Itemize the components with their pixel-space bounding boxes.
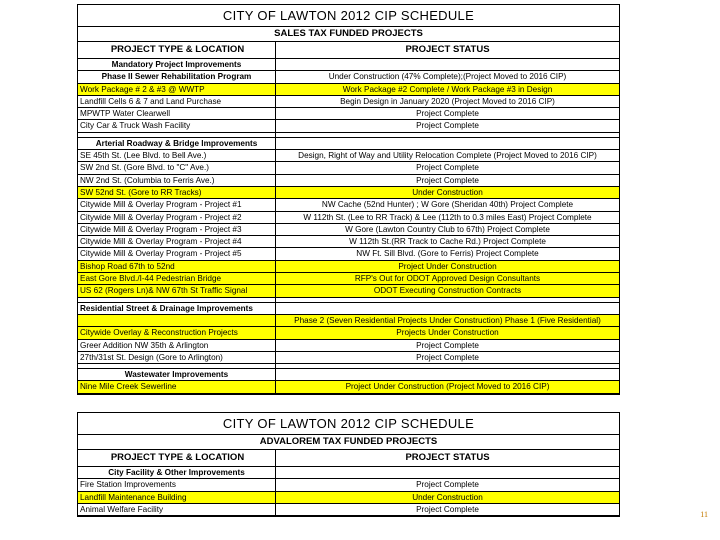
- project-location-cell: SE 45th St. (Lee Blvd. to Bell Ave.): [78, 150, 276, 161]
- category-row: [78, 59, 619, 71]
- project-location-cell: NW 2nd St. (Columbia to Ferris Ave.): [78, 175, 276, 186]
- project-location-cell: SW 2nd St. (Gore Blvd. to "C" Ave.): [78, 162, 276, 173]
- table-row: [78, 261, 619, 273]
- table-row: [78, 84, 619, 96]
- project-location-cell: 27th/31st St. Design (Gore to Arlington): [78, 352, 276, 363]
- project-location-cell: MPWTP Water Clearwell: [78, 108, 276, 119]
- table-row: [78, 352, 619, 364]
- project-status-cell: Under Construction: [412, 492, 483, 502]
- project-status-cell: Project Complete: [416, 175, 479, 185]
- table-row: [78, 96, 619, 108]
- project-location-cell: Fire Station Improvements: [78, 479, 276, 490]
- schedule-subtitle: SALES TAX FUNDED PROJECTS: [78, 27, 619, 42]
- spacer-cell: [78, 364, 276, 368]
- sales-tax-schedule-table: [77, 4, 620, 395]
- category-row: [78, 467, 619, 479]
- spacer-cell: [78, 133, 276, 137]
- table-row: [78, 199, 619, 211]
- project-location-cell: Citywide Mill & Overlay Program - Project #2: [78, 212, 276, 223]
- col-header-project-status: PROJECT STATUS: [405, 44, 490, 55]
- table-row: [78, 492, 619, 504]
- project-status-cell: Design, Right of Way and Utility Relocation Complete (Project Moved to 2016 CIP): [298, 151, 597, 161]
- project-status-cell: W 112th St. (Lee to RR Track) & Lee (112th to 0.3 miles East) Project Complete: [303, 212, 592, 222]
- spacer-cell: [78, 298, 276, 302]
- table-row: [78, 273, 619, 285]
- project-location-cell: Bishop Road 67th to 52nd: [78, 261, 276, 272]
- category-row: [78, 138, 619, 150]
- project-status-cell: [276, 59, 619, 70]
- project-location-cell: Arterial Roadway & Bridge Improvements: [78, 138, 276, 149]
- project-location-cell: East Gore Blvd./I-44 Pedestrian Bridge: [78, 273, 276, 284]
- table-row: [78, 504, 619, 516]
- project-status-cell: Project Complete: [416, 121, 479, 131]
- schedule-title: CITY OF LAWTON 2012 CIP SCHEDULE: [78, 413, 619, 435]
- page-number: 11: [700, 510, 708, 519]
- schedule-subtitle: ADVALOREM TAX FUNDED PROJECTS: [78, 435, 619, 450]
- column-header-row: [78, 42, 619, 59]
- category-row: [78, 303, 619, 315]
- project-status-cell: W 112th St.(RR Track to Cache Rd.) Project Complete: [349, 237, 546, 247]
- spacer-cell: [276, 364, 619, 368]
- project-status-cell: Project Under Construction (Project Moved to 2016 CIP): [345, 382, 550, 392]
- project-status-cell: [276, 369, 619, 380]
- project-status-cell: Under Construction (47% Complete);(Project Moved to 2016 CIP): [328, 72, 567, 82]
- project-location-cell: Greer Addition NW 35th & Arlington: [78, 340, 276, 351]
- table-row: [78, 381, 619, 393]
- project-status-cell: W Gore (Lawton Country Club to 67th) Project Complete: [345, 224, 550, 234]
- project-location-cell: City Car & Truck Wash Facility: [78, 120, 276, 131]
- schedule-title: CITY OF LAWTON 2012 CIP SCHEDULE: [78, 5, 619, 27]
- table-row: [78, 327, 619, 339]
- project-location-cell: [78, 315, 276, 326]
- table-row: [78, 224, 619, 236]
- table-row: [78, 120, 619, 132]
- project-location-cell: Work Package # 2 & #3 @ WWTP: [78, 84, 276, 95]
- project-location-cell: SW 52nd St. (Gore to RR Tracks): [78, 187, 276, 198]
- table-row: [78, 108, 619, 120]
- project-location-cell: Mandatory Project Improvements: [78, 59, 276, 70]
- spacer-cell: [276, 298, 619, 302]
- table-row: [78, 479, 619, 491]
- project-location-cell: Wastewater Improvements: [78, 369, 276, 380]
- project-location-cell: Landfill Maintenance Building: [78, 492, 276, 503]
- project-status-cell: Project Complete: [416, 340, 479, 350]
- project-location-cell: US 62 (Rogers Ln)& NW 67th St Traffic Signal: [78, 285, 276, 296]
- project-location-cell: Citywide Mill & Overlay Program - Project #5: [78, 248, 276, 259]
- table-row: [78, 162, 619, 174]
- project-location-cell: Residential Street & Drainage Improvements: [78, 303, 276, 314]
- table-row: [78, 212, 619, 224]
- project-status-cell: Project Complete: [416, 109, 479, 119]
- project-status-cell: Project Complete: [416, 163, 479, 173]
- project-status-cell: [276, 138, 619, 149]
- project-location-cell: Citywide Mill & Overlay Program - Project #4: [78, 236, 276, 247]
- project-status-cell: Project Complete: [416, 352, 479, 362]
- project-status-cell: NW Ft. Sill Blvd. (Gore to Ferris) Project Complete: [356, 249, 539, 259]
- project-location-cell: City Facility & Other Improvements: [78, 467, 276, 478]
- table-row: [78, 175, 619, 187]
- table-row: [78, 187, 619, 199]
- table-body: [78, 59, 619, 394]
- project-status-cell: Begin Design in January 2020 (Project Moved to 2016 CIP): [340, 96, 555, 106]
- col-header-project-status: PROJECT STATUS: [405, 452, 490, 463]
- project-location-cell: Citywide Overlay & Reconstruction Projects: [78, 327, 276, 338]
- table-row: [78, 340, 619, 352]
- project-status-cell: Work Package #2 Complete / Work Package #3 in Design: [342, 84, 553, 94]
- advalorem-schedule-table: [77, 412, 620, 517]
- project-status-cell: [276, 467, 619, 478]
- col-header-project-type: PROJECT TYPE & LOCATION: [78, 450, 276, 466]
- project-status-cell: NW Cache (52nd Hunter) ; W Gore (Sheridan 40th) Project Complete: [321, 200, 574, 210]
- project-status-cell: Project Complete: [416, 504, 479, 514]
- project-location-cell: Nine Mile Creek Sewerline: [78, 381, 276, 392]
- project-location-cell: Landfill Cells 6 & 7 and Land Purchase: [78, 96, 276, 107]
- category-row: [78, 369, 619, 381]
- table-row: [78, 150, 619, 162]
- project-status-cell: Under Construction: [412, 187, 483, 197]
- project-status-cell: Project Complete: [416, 480, 479, 490]
- spacer-cell: [276, 133, 619, 137]
- col-header-project-type: PROJECT TYPE & LOCATION: [78, 42, 276, 58]
- project-status-cell: Projects Under Construction: [396, 328, 499, 338]
- project-location-cell: Phase II Sewer Rehabilitation Program: [78, 71, 276, 82]
- table-body: [78, 467, 619, 516]
- project-status-cell: ODOT Executing Construction Contracts: [373, 286, 522, 296]
- table-row: [78, 285, 619, 297]
- project-location-cell: Citywide Mill & Overlay Program - Project #1: [78, 199, 276, 210]
- category-row: [78, 71, 619, 83]
- table-row: [78, 236, 619, 248]
- table-row: [78, 248, 619, 260]
- table-row: [78, 315, 619, 327]
- project-location-cell: Animal Welfare Facility: [78, 504, 276, 515]
- project-status-cell: Project Under Construction: [398, 261, 497, 271]
- project-status-cell: RFP's Out for ODOT Approved Design Consultants: [354, 274, 541, 284]
- project-location-cell: Citywide Mill & Overlay Program - Project #3: [78, 224, 276, 235]
- project-status-cell: Phase 2 (Seven Residential Projects Under Construction) Phase 1 (Five Residential): [294, 315, 601, 325]
- column-header-row: [78, 450, 619, 467]
- project-status-cell: [276, 303, 619, 314]
